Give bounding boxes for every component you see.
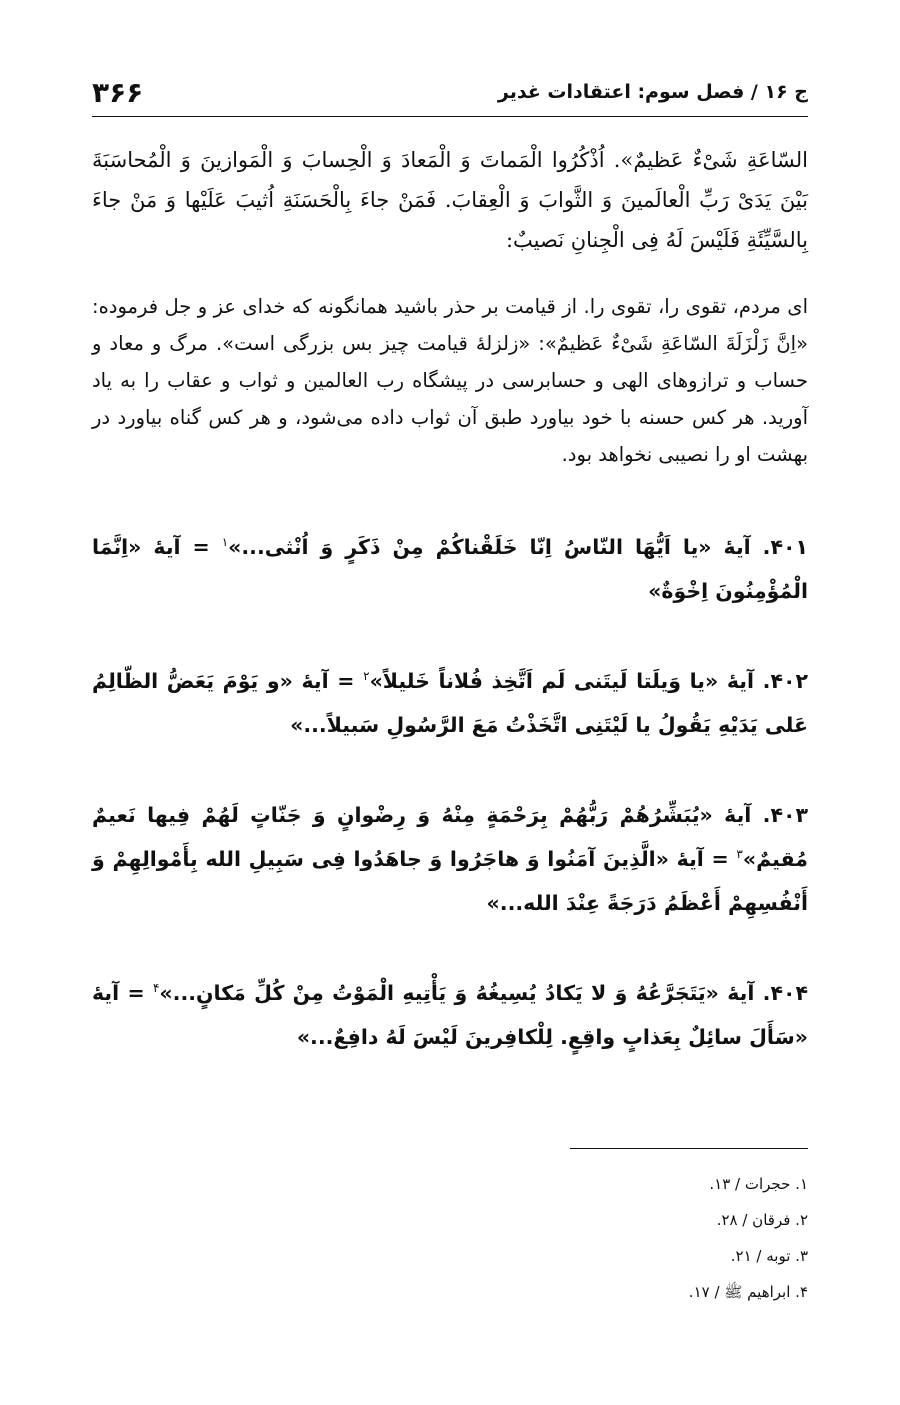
entry-text: ۴۰۱. آیهٔ «یا اَیُّهَا النّاسُ اِنّا خَلَقْناکُمْ مِنْ ذَکَرٍ وَ اُنْثی...» — [228, 535, 808, 559]
entry-text: ۴۰۲. آیهٔ «یا وَیلَتا لَیتَنی لَم اَتَّخِذ فُلاناً خَلیلاً» — [369, 669, 808, 693]
page-body — [92, 140, 808, 1105]
footnote-1: ۱. حجرات / ۱۳. — [709, 1175, 808, 1193]
entry-rest: = آیهٔ «اِنَّمَا الْمُؤْمِنُونَ اِخْوَةٌ» — [92, 535, 808, 603]
entry-rest: = آیهٔ «و یَوْمَ یَعَضُّ الظّالِمُ عَلی یَدَیْهِ یَقُولُ یا لَیْتَنِی اتَّخَذْتُ مَعَ الرَّسُولِ سَبیلاً...» — [92, 669, 808, 737]
page-header — [92, 68, 808, 117]
entry-rest: = آیهٔ «الَّذِینَ آمَنُوا وَ هاجَرُوا وَ جاهَدُوا فِی سَبِیلِ الله بِأَمْوالِهِمْ وَ أَنْفُسِهِمْ أَعْظَمُ دَرَجَةً عِنْدَ الله...» — [92, 847, 808, 915]
footnote-mark: ۴ — [152, 981, 160, 996]
footnote-mark: ۳ — [736, 847, 743, 862]
footnote-2: ۲. فرقان / ۲۸. — [716, 1211, 808, 1229]
arabic-quote: السّاعَةِ شَیْءٌ عَظیمٌ». اُذْکُرُوا الْمَماتَ وَ الْمَعادَ وَ الْحِسابَ وَ الْمَوازینَ وَ الْمُحاسَبَةَ بَیْنَ یَدَیْ رَبِّ الْعالَمینَ وَ الثَّوابَ وَ الْعِقابَ. فَمَنْ جاءَ بِالْحَسَنَةِ اُثیبَ عَلَیْها وَ مَنْ جاءَ بِالسَّیِّئَةِ فَلَیْسَ لَهُ فِی الْجِنانِ نَصیبٌ: — [92, 148, 808, 252]
running-head: ج ۱۶ / فصل سوم: اعتقادات غدیر — [497, 81, 808, 103]
footnote-mark: ۲ — [363, 669, 370, 684]
footnote-mark: ۱ — [221, 535, 229, 550]
entry-text: ۴۰۳. آیهٔ «یُبَشِّرُهُمْ رَبُّهُمْ بِرَحْمَةٍ مِنْهُ وَ رِضْوانٍ وَ جَنّاتٍ لَهُمْ فِیها نَعیمٌ مُقیمٌ» — [92, 803, 808, 871]
entry-401 — [92, 525, 808, 613]
entry-402 — [92, 659, 808, 747]
footnote-3: ۳. توبه / ۲۱. — [730, 1247, 808, 1265]
entry-rest: = آیهٔ «سَأَلَ سائِلٌ بِعَذابٍ واقِعٍ. لِلْکافِرینَ لَیْسَ لَهُ دافِعٌ...» — [92, 981, 808, 1049]
footnote-divider — [570, 1148, 808, 1149]
footnote-4: ۴. ابراهیم ﷺ / ۱۷. — [688, 1283, 808, 1301]
entry-text: ۴۰۴. آیهٔ «یَتَجَرَّعُهُ وَ لا یَکادُ یُسِیغُهُ وَ یَأْتِیهِ الْمَوْتُ مِنْ کُلِّ مَکانٍ...» — [159, 981, 809, 1005]
footnotes — [408, 1166, 808, 1310]
entry-403 — [92, 793, 808, 925]
entry-404 — [92, 971, 808, 1059]
page-number: ۳۶۶ — [92, 75, 144, 109]
persian-translation: ای مردم، تقوی را، تقوی را. از قیامت بر حذر باشید همانگونه که خدای عز و جل فرموده: «اِنَّ زَلْزَلَةَ السّاعَةِ شَیْءٌ عَظیمٌ»: «زلزلهٔ قیامت چیز بس بزرگی است». مرگ و معاد و حساب و ترازوهای الهی و حسابرسی در پیشگاه رب العالمین و ثواب و عقاب را به یاد آورید. هر کس حسنه با خود بیاورد طبق آن ثواب داده می‌شود، و هر کس گناه بیاورد در بهشت او را نصیبی نخواهد بود. — [92, 295, 808, 466]
